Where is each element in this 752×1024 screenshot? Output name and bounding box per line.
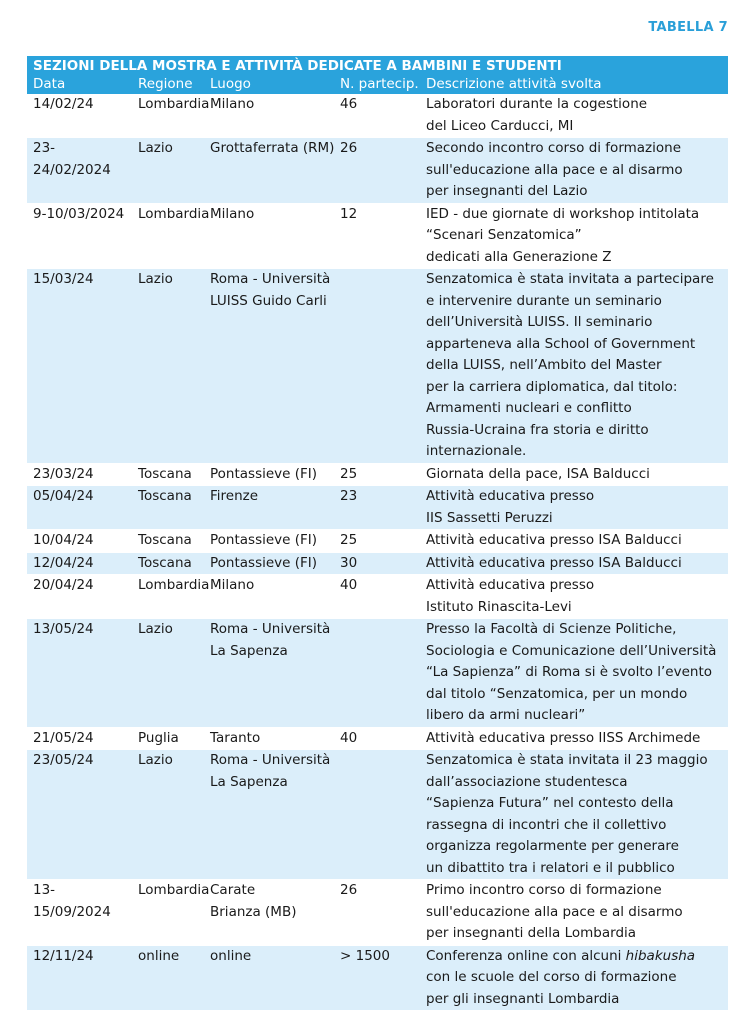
table-row	[27, 269, 728, 464]
cell-partecipanti: 30	[334, 552, 420, 575]
cell-luogo-line: Firenze	[210, 488, 259, 504]
cell-luogo	[204, 945, 334, 1011]
cell-regione: Lombardia	[132, 94, 204, 138]
cell-luogo-line: Pontassieve (FI)	[210, 465, 318, 482]
cell-luogo-line: La Sapenza	[210, 773, 288, 790]
cell-descrizione	[420, 575, 728, 619]
cell-partecipanti	[334, 619, 420, 728]
cell-data: 13/05/24	[27, 619, 132, 728]
cell-luogo	[204, 138, 334, 204]
table-row	[27, 750, 728, 880]
cell-descrizione-line: organizza regolarmente per generare	[426, 838, 679, 854]
cell-partecipanti: 46	[334, 94, 420, 138]
cell-luogo	[204, 619, 334, 728]
table-title: SEZIONI DELLA MOSTRA E ATTIVITÀ DEDICATE A BAMBINI E STUDENTI	[27, 56, 728, 75]
cell-descrizione-line: per la carriera diplomatica, dal titolo:	[426, 378, 678, 395]
column-header-data: Data	[27, 75, 132, 94]
cell-descrizione-line: libero da armi nucleari”	[426, 707, 586, 723]
cell-luogo	[204, 486, 334, 530]
cell-descrizione	[420, 619, 728, 728]
cell-descrizione-line: internazionale.	[426, 443, 527, 459]
cell-luogo-line: La Sapenza	[210, 642, 288, 659]
cell-luogo	[204, 530, 334, 553]
table-row	[27, 486, 728, 530]
header-row	[27, 75, 728, 94]
cell-descrizione-line: IIS Sassetti Peruzzi	[426, 509, 553, 526]
cell-luogo-line: Taranto	[210, 729, 261, 746]
cell-descrizione-line: Giornata della pace, ISA Balducci	[426, 465, 650, 482]
column-header-luogo: Luogo	[204, 75, 334, 94]
table-row	[27, 880, 728, 946]
cell-descrizione-line: dedicati alla Generazione Z	[426, 248, 612, 265]
cell-regione: Lazio	[132, 619, 204, 728]
cell-luogo	[204, 463, 334, 486]
cell-descrizione-line: Attività educativa presso ISA Balducci	[426, 554, 682, 571]
cell-partecipanti	[334, 269, 420, 464]
cell-luogo-line: Milano	[210, 96, 255, 112]
cell-descrizione-line: per insegnanti della Lombardia	[426, 925, 637, 941]
cell-descrizione-line: Senzatomica è stata invitata il 23 maggio	[426, 752, 708, 768]
column-header-descrizione: Descrizione attività svolta	[420, 75, 728, 94]
cell-descrizione-line: Primo incontro corso di formazione	[426, 882, 662, 898]
cell-luogo	[204, 575, 334, 619]
cell-partecipanti: 12	[334, 203, 420, 269]
cell-partecipanti: 26	[334, 880, 420, 946]
cell-descrizione-line: sull'educazione alla pace e al disarmo	[426, 903, 683, 920]
cell-descrizione	[420, 750, 728, 880]
cell-descrizione-line: “La Sapienza” di Roma si è svolto l’evento	[426, 664, 712, 680]
cell-luogo	[204, 880, 334, 946]
cell-data: 12/04/24	[27, 552, 132, 575]
cell-regione: Lombardia	[132, 203, 204, 269]
cell-descrizione-line: rassegna di incontri che il collettivo	[426, 816, 667, 833]
cell-regione: Toscana	[132, 463, 204, 486]
table-row	[27, 203, 728, 269]
cell-regione: Lombardia	[132, 880, 204, 946]
cell-regione: Toscana	[132, 552, 204, 575]
table-number-label: TABELLA 7	[648, 20, 728, 35]
cell-luogo-line: Milano	[210, 205, 255, 222]
cell-data: 23/03/24	[27, 463, 132, 486]
cell-data: 14/02/24	[27, 94, 132, 138]
cell-luogo-line: Brianza (MB)	[210, 903, 297, 920]
cell-descrizione	[420, 138, 728, 204]
cell-regione: Toscana	[132, 530, 204, 553]
cell-regione: Lazio	[132, 138, 204, 204]
table-row	[27, 552, 728, 575]
cell-luogo	[204, 727, 334, 750]
cell-partecipanti: 40	[334, 727, 420, 750]
cell-data: 23-24/02/2024	[27, 138, 132, 204]
cell-data: 20/04/24	[27, 575, 132, 619]
table-row	[27, 530, 728, 553]
cell-luogo-line: Roma - Università	[210, 752, 331, 768]
cell-data: 9-10/03/2024	[27, 203, 132, 269]
table-row	[27, 945, 728, 1011]
activities-table	[27, 75, 728, 1011]
cell-descrizione-line: apparteneva alla School of Government	[426, 335, 696, 352]
cell-descrizione-line: Attività educativa presso	[426, 488, 595, 504]
cell-luogo	[204, 269, 334, 464]
cell-descrizione	[420, 94, 728, 138]
cell-luogo-line: LUISS Guido Carli	[210, 292, 327, 309]
table-body	[27, 94, 728, 1011]
cell-descrizione-line: con le scuole del corso di formazione	[426, 969, 677, 985]
cell-luogo	[204, 203, 334, 269]
cell-regione: Lazio	[132, 750, 204, 880]
cell-descrizione	[420, 203, 728, 269]
cell-descrizione-line: Attività educativa presso	[426, 577, 595, 593]
table-row	[27, 575, 728, 619]
cell-partecipanti: 25	[334, 530, 420, 553]
table-row	[27, 138, 728, 204]
cell-descrizione-line: sull'educazione alla pace e al disarmo	[426, 161, 683, 178]
cell-luogo-line: Grottaferrata (RM)	[210, 140, 335, 156]
cell-partecipanti: 23	[334, 486, 420, 530]
cell-luogo	[204, 750, 334, 880]
cell-descrizione-line: Armamenti nucleari e conflitto	[426, 400, 632, 416]
cell-data: 12/11/24	[27, 945, 132, 1011]
cell-luogo-line: Pontassieve (FI)	[210, 554, 318, 571]
cell-descrizione-line: dal titolo “Senzatomica, per un mondo	[426, 685, 688, 702]
cell-partecipanti: 25	[334, 463, 420, 486]
cell-descrizione	[420, 945, 728, 1011]
table-row	[27, 463, 728, 486]
cell-descrizione-line: Russia-Ucraina fra storia e diritto	[426, 421, 649, 438]
cell-regione: Puglia	[132, 727, 204, 750]
cell-luogo-line: online	[210, 947, 252, 964]
cell-descrizione-line: Senzatomica è stata invitata a partecipare	[426, 271, 714, 287]
cell-descrizione-line: Secondo incontro corso di formazione	[426, 140, 682, 156]
cell-descrizione-line: e intervenire durante un seminario	[426, 292, 662, 309]
cell-partecipanti: 26	[334, 138, 420, 204]
cell-descrizione	[420, 530, 728, 553]
cell-partecipanti: > 1500	[334, 945, 420, 1011]
table-row	[27, 94, 728, 138]
cell-descrizione-line: della LUISS, nell’Ambito del Master	[426, 357, 662, 373]
cell-data: 05/04/24	[27, 486, 132, 530]
cell-regione: Lazio	[132, 269, 204, 464]
cell-descrizione-line: “Scenari Senzatomica”	[426, 227, 582, 243]
cell-data: 15/03/24	[27, 269, 132, 464]
cell-luogo-line: Roma - Università	[210, 621, 331, 637]
cell-luogo-line: Roma - Università	[210, 271, 331, 287]
cell-descrizione	[420, 486, 728, 530]
cell-descrizione	[420, 552, 728, 575]
column-header-regione: Regione	[132, 75, 204, 94]
cell-regione: online	[132, 945, 204, 1011]
cell-descrizione-line: Conferenza online con alcuni hibakusha	[426, 947, 696, 964]
table-row	[27, 619, 728, 728]
activities-table-container	[27, 56, 728, 1011]
cell-descrizione-line: IED - due giornate di workshop intitolata	[426, 205, 700, 222]
cell-regione: Lombardia	[132, 575, 204, 619]
cell-descrizione	[420, 269, 728, 464]
cell-descrizione-line: Attività educativa presso IISS Archimede	[426, 729, 701, 746]
cell-descrizione-line: “Sapienza Futura” nel contesto della	[426, 795, 674, 811]
cell-descrizione-line: Sociologia e Comunicazione dell’Università	[426, 642, 717, 659]
cell-regione: Toscana	[132, 486, 204, 530]
cell-luogo	[204, 94, 334, 138]
cell-descrizione-line: dall’associazione studentesca	[426, 773, 628, 790]
cell-descrizione-line: del Liceo Carducci, MI	[426, 117, 574, 134]
cell-data: 13-15/09/2024	[27, 880, 132, 946]
cell-descrizione-line: Attività educativa presso ISA Balducci	[426, 532, 682, 548]
cell-data: 21/05/24	[27, 727, 132, 750]
table-row	[27, 727, 728, 750]
cell-luogo-line: Carate	[210, 882, 256, 898]
cell-descrizione-line: per insegnanti del Lazio	[426, 183, 588, 199]
cell-partecipanti	[334, 750, 420, 880]
cell-descrizione-line: per gli insegnanti Lombardia	[426, 990, 620, 1007]
column-header-partecipanti: N. partecip.	[334, 75, 420, 94]
cell-luogo-line: Milano	[210, 577, 255, 593]
cell-descrizione-line: un dibattito tra i relatori e il pubblico	[426, 859, 675, 876]
cell-data: 23/05/24	[27, 750, 132, 880]
cell-descrizione-line: Istituto Rinascita-Levi	[426, 598, 572, 615]
cell-descrizione-line: Presso la Facoltà di Scienze Politiche,	[426, 621, 677, 637]
cell-descrizione	[420, 463, 728, 486]
cell-data: 10/04/24	[27, 530, 132, 553]
cell-descrizione-line: Laboratori durante la cogestione	[426, 96, 648, 112]
cell-luogo	[204, 552, 334, 575]
cell-luogo-line: Pontassieve (FI)	[210, 532, 318, 548]
cell-descrizione-line: dell’Università LUISS. Il seminario	[426, 314, 653, 330]
cell-descrizione	[420, 880, 728, 946]
cell-partecipanti: 40	[334, 575, 420, 619]
cell-descrizione	[420, 727, 728, 750]
